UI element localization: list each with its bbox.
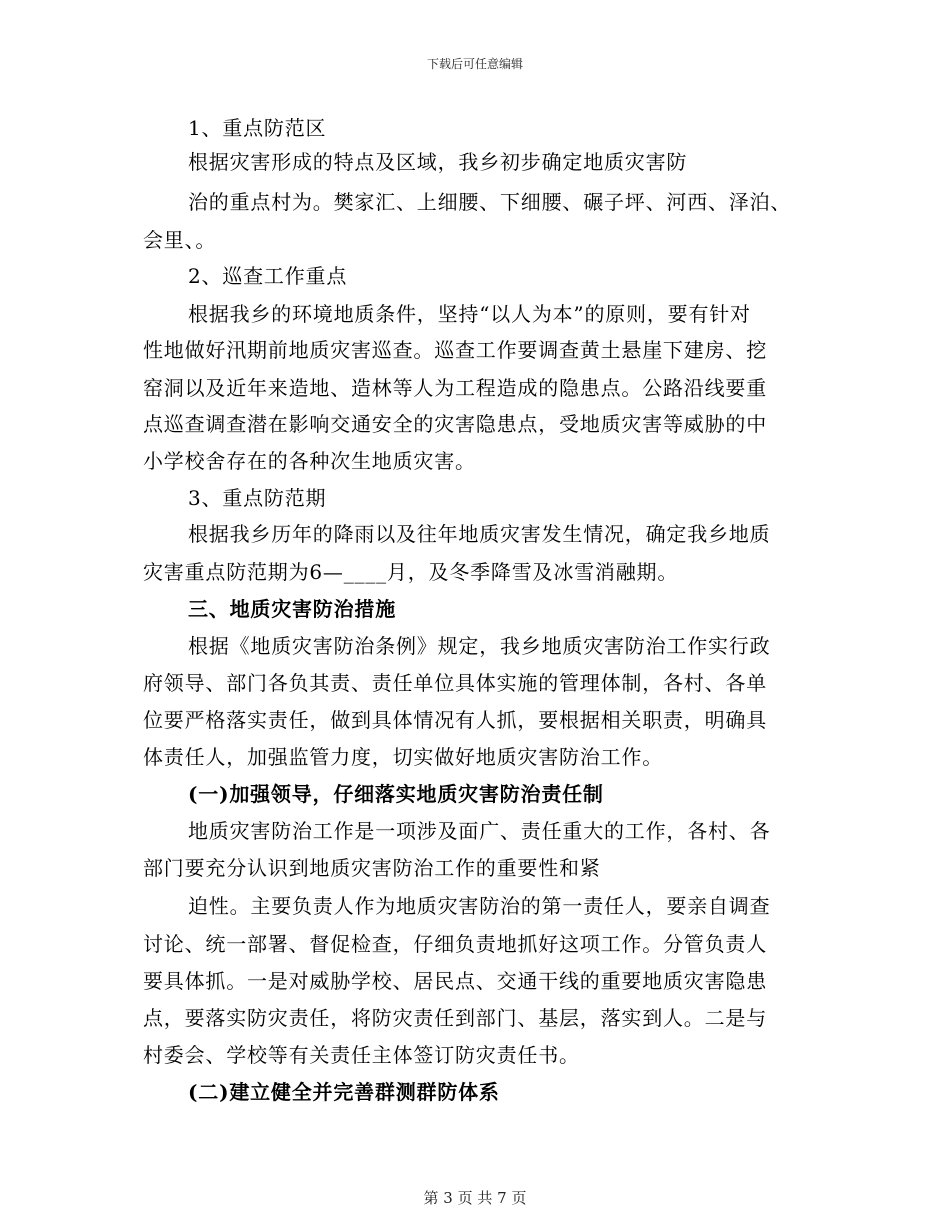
subheading-monitoring-system: (二)建立健全并完善群测群防体系 [188, 1080, 500, 1104]
paragraph-line: 讨论、统一部署、督促检查，仔细负责地抓好这项工作。分管负责人 [143, 932, 767, 956]
paragraph-line: 治的重点村为。樊家汇、上细腰、下细腰、碾子坪、河西、泽泊、 [188, 190, 792, 214]
page-number: 第 3 页 共 7 页 [423, 1189, 527, 1207]
section-heading-measures: 三、地质灾害防治措施 [188, 597, 396, 621]
heading-inspection-focus: 2、巡查工作重点 [188, 264, 348, 288]
paragraph-line: 会里、。 [143, 228, 217, 252]
paragraph-line: 要具体抓。一是对威胁学校、居民点、交通干线的重要地质灾害隐患 [143, 969, 767, 993]
heading-key-prevention-period: 3、重点防范期 [188, 486, 327, 510]
paragraph-line: 点巡查调查潜在影响交通安全的灾害隐患点，受地质灾害等威胁的中 [143, 412, 767, 436]
paragraph-line: 根据我乡历年的降雨以及往年地质灾害发生情况，确定我乡地质 [188, 522, 771, 546]
paragraph-line: 体责任人，加强监管力度，切实做好地质灾害防治工作。 [143, 745, 663, 769]
page-header-note: 下载后可任意编辑 [426, 57, 523, 71]
paragraph-line: 根据《地质灾害防治条例》规定，我乡地质灾害防治工作实行政 [188, 634, 771, 658]
paragraph-line: 迫性。主要负责人作为地质灾害防治的第一责任人，要亲自调查 [188, 894, 771, 918]
paragraph-line: 性地做好汛期前地质灾害巡查。巡查工作要调查黄土悬崖下建房、挖 [143, 338, 767, 362]
paragraph-line: 点，要落实防灾责任，将防灾责任到部门、基层，落实到人。二是与 [143, 1006, 767, 1030]
paragraph-line: 部门要充分认识到地质灾害防治工作的重要性和紧 [143, 856, 601, 880]
paragraph-line: 府领导、部门各负其责、责任单位具体实施的管理体制，各村、各单 [143, 671, 767, 695]
paragraph-line: 位要严格落实责任，做到具体情况有人抓，要根据相关职责，明确具 [143, 708, 767, 732]
paragraph-line: 灾害重点防范期为6—____月，及冬季降雪及冰雪消融期。 [143, 560, 679, 584]
subheading-strengthen-leadership: (一)加强领导，仔细落实地质灾害防治责任制 [188, 782, 604, 806]
paragraph-line: 窑洞以及近年来造地、造林等人为工程造成的隐患点。公路沿线要重 [143, 376, 767, 400]
paragraph-line: 小学校舍存在的各种次生地质灾害。 [143, 449, 476, 473]
paragraph-line: 村委会、学校等有关责任主体签订防灾责任书。 [143, 1043, 580, 1067]
paragraph-line: 根据灾害形成的特点及区域，我乡初步确定地质灾害防 [188, 150, 688, 174]
heading-key-prevention-area: 1、重点防范区 [188, 116, 327, 140]
paragraph-line: 地质灾害防治工作是一项涉及面广、责任重大的工作，各村、各 [188, 819, 771, 843]
paragraph-line: 根据我乡的环境地质条件，坚持“以人为本”的原则，要有针对 [188, 302, 751, 326]
